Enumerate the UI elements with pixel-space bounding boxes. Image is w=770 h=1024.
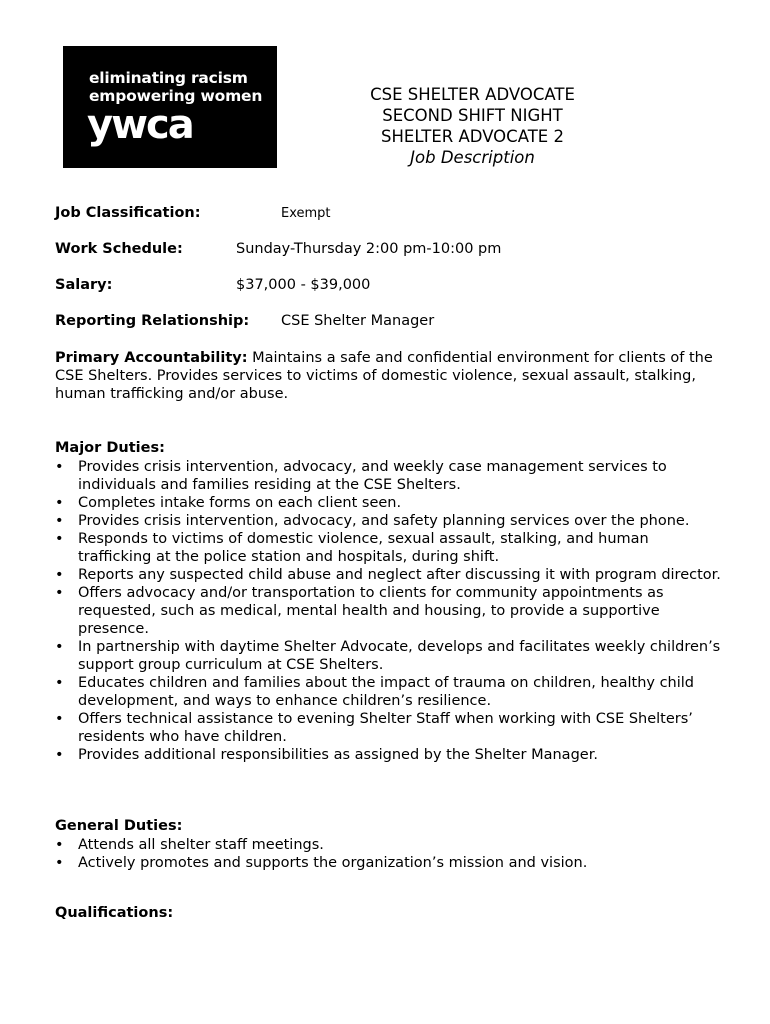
list-item	[55, 746, 725, 764]
header-title-line1: CSE SHELTER ADVOCATE	[370, 85, 575, 104]
primary-accountability	[55, 349, 725, 403]
work-schedule-label: Work Schedule:	[55, 241, 183, 257]
bullet-icon: •	[55, 837, 64, 853]
bullet-icon: •	[55, 513, 64, 529]
job-classification-row	[55, 205, 331, 221]
logo-brand: ywca	[87, 102, 193, 148]
list-item	[55, 674, 725, 710]
document-header	[320, 84, 625, 168]
bullet-icon: •	[55, 531, 64, 547]
general-duties-list	[55, 836, 725, 872]
list-item	[55, 638, 725, 674]
list-item-text: Attends all shelter staff meetings.	[78, 837, 324, 853]
bullet-icon: •	[55, 585, 64, 601]
list-item	[55, 710, 725, 746]
list-item-text: In partnership with daytime Shelter Advocate, develops and facilitates weekly children’s support group curriculum at CSE Shelters.	[78, 639, 721, 673]
list-item	[55, 512, 725, 530]
list-item-text: Provides additional responsibilities as assigned by the Shelter Manager.	[78, 747, 598, 763]
major-duties-list	[55, 458, 725, 764]
ywca-logo	[63, 46, 277, 168]
bullet-icon: •	[55, 711, 64, 727]
list-item-text: Provides crisis intervention, advocacy, and weekly case management services to individuals and families residing at the CSE Shelters.	[78, 459, 667, 493]
salary-label: Salary:	[55, 277, 113, 293]
work-schedule-row	[55, 241, 502, 257]
reporting-relationship-value: CSE Shelter Manager	[281, 313, 435, 329]
salary-value: $37,000 - $39,000	[236, 277, 371, 293]
header-subtitle: Job Description	[410, 148, 535, 167]
list-item-text: Reports any suspected child abuse and neglect after discussing it with program director.	[78, 567, 721, 583]
list-item-text: Offers technical assistance to evening Shelter Staff when working with CSE Shelters’ residents who have children.	[78, 711, 693, 745]
salary-row	[55, 277, 371, 293]
list-item	[55, 854, 725, 872]
bullet-icon: •	[55, 855, 64, 871]
reporting-relationship-label: Reporting Relationship:	[55, 313, 250, 329]
bullet-icon: •	[55, 567, 64, 583]
list-item-text: Completes intake forms on each client seen.	[78, 495, 402, 511]
header-title-line3: SHELTER ADVOCATE 2	[381, 127, 564, 146]
bullet-icon: •	[55, 495, 64, 511]
list-item	[55, 566, 725, 584]
major-duties-title: Major Duties:	[55, 440, 165, 456]
list-item	[55, 530, 725, 566]
bullet-icon: •	[55, 459, 64, 475]
general-duties-title: General Duties:	[55, 818, 183, 834]
bullet-icon: •	[55, 639, 64, 655]
list-item-text: Provides crisis intervention, advocacy, and safety planning services over the phone.	[78, 513, 690, 529]
qualifications-title: Qualifications:	[55, 905, 174, 921]
bullet-icon: •	[55, 747, 64, 763]
primary-accountability-text: Maintains a safe and confidential environment for clients of the CSE Shelters. Provides services to victims of domestic violence, sexual assault, stalking, human trafficking and/or abuse.	[55, 350, 713, 402]
work-schedule-value: Sunday-Thursday 2:00 pm-10:00 pm	[236, 241, 502, 257]
reporting-relationship-row	[55, 313, 435, 329]
list-item	[55, 494, 725, 512]
primary-accountability-label: Primary Accountability:	[55, 350, 248, 366]
header-title-line2: SECOND SHIFT NIGHT	[382, 106, 563, 125]
list-item	[55, 836, 725, 854]
logo-tagline	[89, 69, 262, 105]
list-item-text: Responds to victims of domestic violence, sexual assault, stalking, and human trafficking at the police station and hospitals, during shift.	[78, 531, 649, 565]
job-classification-label: Job Classification:	[55, 205, 201, 221]
logo-tagline-line2: empowering women	[89, 87, 263, 105]
list-item-text: Educates children and families about the impact of trauma on children, healthy child development, and ways to enhance children’s resilience.	[78, 675, 695, 709]
logo-tagline-line1: eliminating racism	[89, 69, 248, 87]
list-item-text: Offers advocacy and/or transportation to clients for community appointments as requested, such as medical, mental health and housing, to provide a supportive presence.	[78, 585, 664, 637]
list-item-text: Actively promotes and supports the organization’s mission and vision.	[78, 855, 588, 871]
list-item	[55, 584, 725, 638]
list-item	[55, 458, 725, 494]
bullet-icon: •	[55, 675, 64, 691]
job-classification-value: Exempt	[281, 206, 331, 221]
